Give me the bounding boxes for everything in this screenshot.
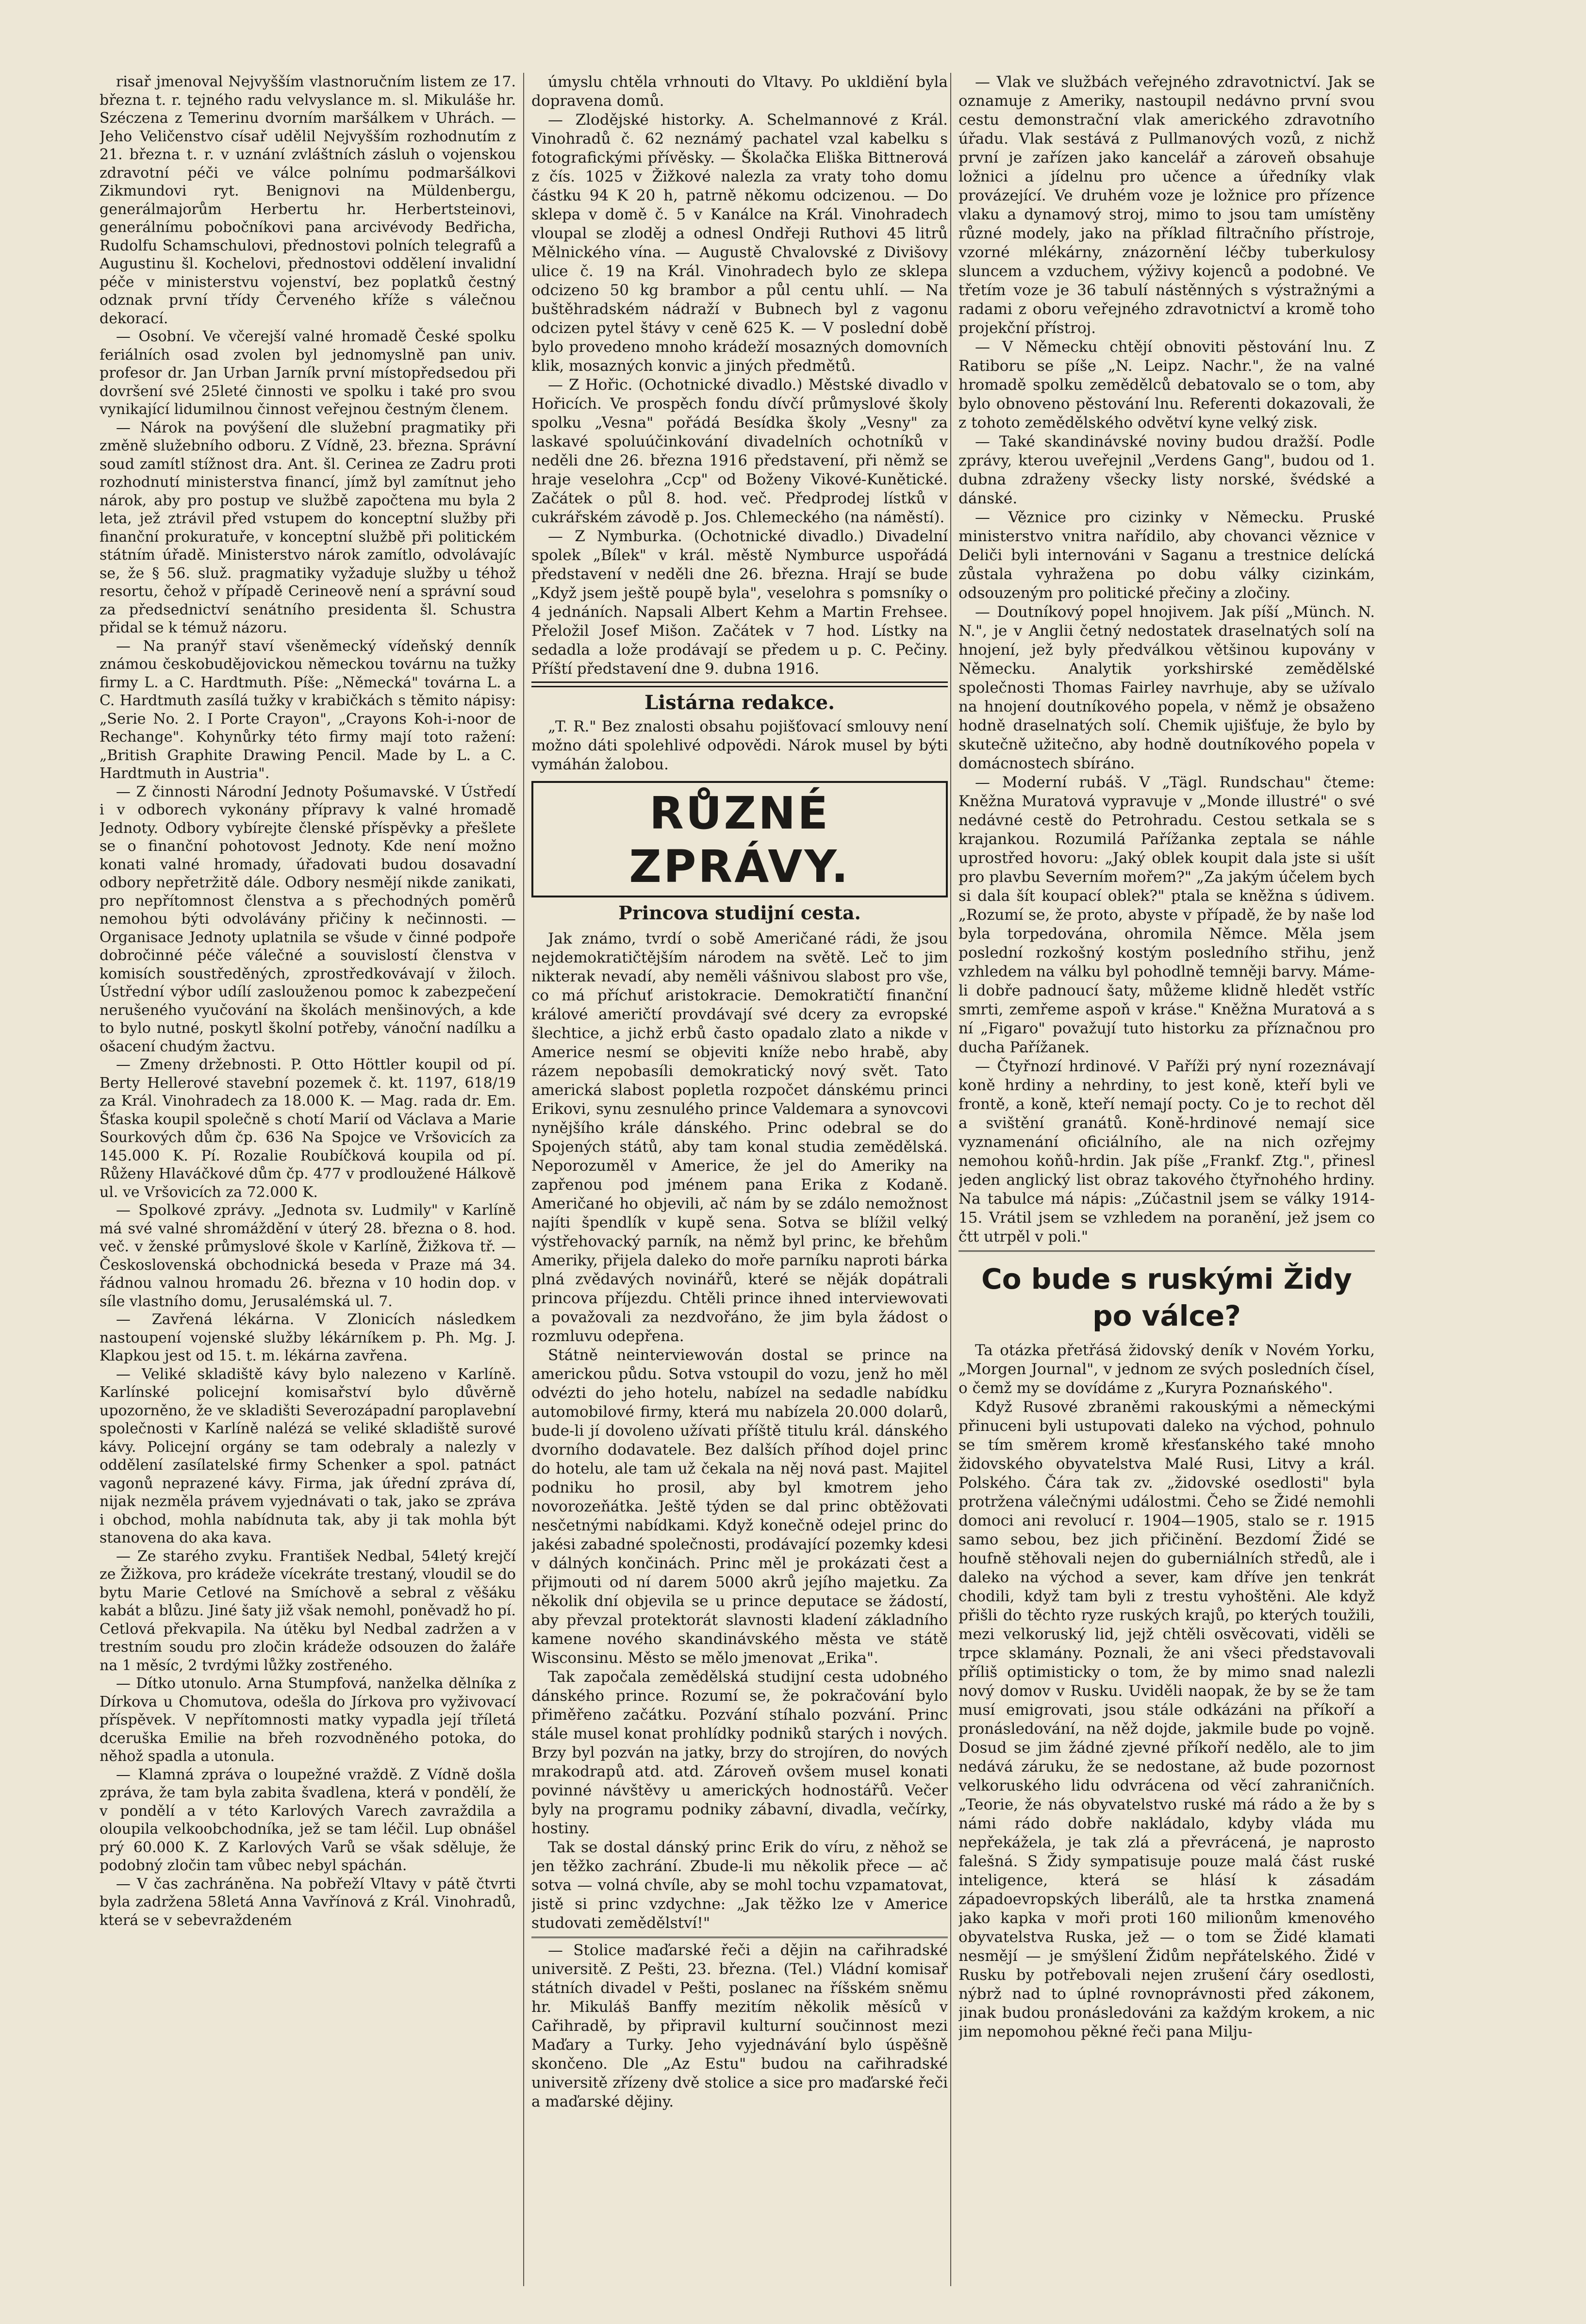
- article-paragraph: — Věznice pro cizinky v Německu. Pruské ministerstvo vnitra nařídilo, aby chovanci věznice v Deliči byli internováni v Saganu a trestnice delícká zůstala vyhražena po dobu války cizinkám, odsouzeným pro politické přečiny a zločiny.: [958, 509, 1375, 602]
- column-1: [99, 73, 516, 2286]
- article-subheadline: Princova studijní cesta.: [618, 902, 861, 924]
- article-paragraph: risař jmenoval Nejvyšším vlastnoručním listem ze 17. března t. r. tejného radu velvyslance m. sl. Mikuláše hr. Széczena z Temerinu dvorním maršálkem v Uhrách. — Jeho Veličenstvo císař udělil Nejvyšším rozhodnutím z 21. března t. r. v uznání zvláštních zásluh o vojenskou zdravotní péči ve válce polnímu podmaršálkovi Zikmundovi ryt. Benignovi na Müldenbergu, generálmajorům Herbertu hr. Herbertsteinovi, generálnímu pobočníkovi pana arcivévody Bedřicha, Rudolfu Schamschulovi, přednostovi polních telegrafů a Augustinu šl. Kochelovi, přednostovi oddělení invalidní péče v ministerstvu vojenství, bez poplatků čestný odznak první třídy Červeného kříže s válečnou dekorací.: [99, 73, 516, 327]
- article-paragraph: — Doutníkový popel hnojivem. Jak píší „Münch. N. N.", je v Anglii četný nedostatek draselnatých solí na hnojení, jež byly předválkou většinou kupovány v Německu. Analytik yorkshirské zemědělské společnosti Thomas Fairley navrhuje, aby se užívalo na hnojení doutníkového popela, v němž je obsaženo hodně draselnatých solí. Chemik ujišťuje, že bylo by skutečně užitečno, aby hodně doutníkového popela v domácnostech sbíráno.: [958, 603, 1375, 772]
- letters-heading: Listárna redakce.: [644, 691, 835, 714]
- section-divider: [531, 1937, 948, 1938]
- article-paragraph: Ta otázka přetřásá židovský deník v Novém Yorku, „Morgen Journal", v jednom ze svých posledních čísel, o čemž my se dovídáme z „Kuryra Poznańského".: [958, 1342, 1375, 1397]
- article-paragraph: — Také skandinávské noviny budou dražší. Podle zprávy, kterou uveřejnil „Verdens Gang", budou od 1. dubna zdraženy všecky listy norské, švédské a dánské.: [958, 433, 1375, 507]
- article-paragraph: Tak se dostal dánský princ Erik do víru, z něhož se jen těžko zachrání. Zbude-li mu několik přece — ač sotva — volná chvíle, aby se mohl tochu vzpamatovat, jistě si princ vzdychne: „Jak těžko lze v Americe studovati zemědělství!": [531, 1839, 948, 1932]
- article-paragraph: — Na pranýř staví všeněmecký vídeňský denník známou českobudějovickou německou továrnu na tužky firmy L. a C. Hardtmuth. Píše: „Německá" továrna L. a C. Hardtmuth zasílá tužky v krabičkách s těmito nápisy: „Serie No. 2. I Porte Crayon", „Crayons Koh-i-noor de Rechange". Kohynůrky této firmy mají toto ražení: „British Graphite Drawing Pencil. Made by L. a C. Hardtmuth in Austria".: [99, 637, 516, 782]
- article-paragraph: — Ze starého zvyku. František Nedbal, 54letý krejčí ze Žižkova, pro krádeže vícekráte trestaný, vloudil se do bytu Marie Cetlové na Smíchově a sebral z věšáku kabát a blůzu. Jiné šaty již však nemohl, poněvadž ho pí. Cetlová překvapila. Na útěku byl Nedbal zadržen a v trestním soudu pro zločin krádeže odsouzen do žaláře na 1 měsíc, 2 tvrdými lůžky zostřeného.: [99, 1547, 516, 1674]
- column-rule: [950, 73, 951, 2286]
- letters-text: „T. R." Bez znalosti obsahu pojišťovací smlouvy není možno dáti spolehlivé odpovědi. Nárok musel by býti vymáhán žalobou.: [531, 718, 948, 773]
- article-paragraph: Když Rusové zbraněmi rakouskými a německými přinuceni byli ustupovati daleko na východ, pohnulo se tím směrem kromě křesťanského také mnoho židovského obyvatelstva Malé Rusi, Litvy a král. Polského. Čára tak zv. „židovské osedlosti" byla protržena válečnými událostmi. Čeho se Židé nemohli domoci ani revolucí r. 1904—1905, stalo se r. 1915 samo sebou, bez jich přičinění. Bezdomí Židé se houfně stěhovali nejen do guberniálních středů, ale i daleko na východ a sever, kam dříve jen tenkrát chodili, když tam byli z trestu vyhoštěni. Ale když přišli do těchto ryze ruských krajů, po kterých toužili, mezi velkoruský lid, jejž chtěli osvěcovati, viděli se trpce sklamány. Poznali, že ani všeci představovali příliš optimisticky o tom, že by mimo snad nalezli nový domov v Rusku. Uviděli naopak, že by se že tam musí emigrovati, jsou stále odkázáni na příkoří a pronásledování, na něž dojde, jakmile bude po vojně. Dosud se jim žádné zjevné příkoří nedělo, ale to jim nedává záruku, že se nedostane, až bude pozornost velkoruského lidu odvrácena od věcí zahraničních. „Teorie, že nás obyvatelstvo ruské má rádo a že by s námi rádo dobře nakládalo, kdyby vláda mu nepřekážela, je tak zlá a převrácená, je naprosto falešná. S Židy sympatisuje pouze malá část ruské inteligence, která se hlásí k zásadám západoevropských liberálů, ale ta hrstka znamená jako kapka v moři proti 160 milionům kmenového obyvatelstva Ruska, jež — o tom se Židé klamati nesmějí — je smýšlení Židům nepřátelského. Židé v Rusku by potřebovali nejen zrušení čáry osedlosti, nýbrž nad to úplné rovnoprávnosti před zákonem, jinak budou pronásledováni za každým krokem, a nic jim nepomohou pěkné řeči pana Milju-: [958, 1398, 1375, 2041]
- article-paragraph: úmyslu chtěla vrhnouti do Vltavy. Po ukldiění byla dopravena domů.: [531, 73, 948, 110]
- article-paragraph: — Zavřená lékárna. V Zlonicích následkem nastoupení vojenské služby lékárníkem p. Ph. Mg. J. Klapkou jest od 15. t. m. lékárna zavřena.: [99, 1311, 516, 1364]
- article-paragraph: — V Německu chtějí obnoviti pěstování lnu. Z Ratiboru se píše „N. Leipz. Nachr.", že na valné hromadě spolku zemědělců debatovalo se o tom, aby bylo obnoveno pěstování lnu. Referenti dokazovali, že z tohoto zemědělského odvětví kyne velký zisk.: [958, 338, 1375, 432]
- column-2: [531, 73, 948, 2286]
- article-paragraph: — Čtyřnozí hrdinové. V Paříži prý nyní rozeznávají koně hrdiny a nehrdiny, to jest koně, kteří byli ve frontě, a koně, kteří nemají pocty. Co je to rechot děl a svištění granátů. Koně-hrdinové nemají sice vyznamenání oficiálního, ale na nich ozřejmy nemohou koňů-hrdin. Jak píše „Frankf. Ztg.", přinesl jeden anglický list obraz takového čtyřnohého hrdiny. Na tabulce má nápis: „Zúčastnil jsem se války 1914-15. Vrátil jsem se vzhledem na poranění, jež jsem co čtt utrpěl v poli.": [958, 1058, 1375, 1245]
- article-paragraph: Jak známo, tvrdí o sobě Američané rádi, že jsou nejdemokratičtějším národem na světě. Leč to jim nikterak nevadí, aby neměli vášnivou slabost pro vše, co má příchuť aristokracie. Demokratičtí finanční králové američtí provdávají své dcery za evropské šlechtice, a jichž erbů často opadalo zlato a nikde v Americe nesmí se objeviti kníže nebo hrabě, aby rázem nepobasíli demokratický nový svět. Tato americká slabost popletla rozpočet dánskému princi Erikovi, synu zesnulého prince Valdemara a synovcovi nynějšího krále dánského. Princ odebral se do Spojených států, aby tam konal studia zemědělská. Neporozuměl v Americe, že jel do Ameriky na zapřenou pod jménem pana Erika z Kodaně. Američané ho objevili, ač nám by se zdálo nemožnost najíti špendlík v kupě sena. Sotva se blížil velký výstřehovacký parník, na němž byl princ, ke břehům Ameriky, přijela daleko do moře parníku naproti bárka plná zvědavých novinářů, které se něják dopátrali princova příjezdu. Chtěli prince ihned interviewovati a považovali za nezdvořáno, že jim byla žádost o rozmluvu odepřena.: [531, 930, 948, 1345]
- article-paragraph: Státně neinterviewován dostal se prince na americkou půdu. Sotva vstoupil do vozu, jenž ho měl odvézti do jeho hotelu, nabízel na sedadle nabídku automobilové firmy, která mu nabízela 20.000 dolarů, bude-li jí dovoleno užívati příště titulu král. dánského dvorního dodavatele. Bez dalších příhod dojel princ do hotelu, ale tam už čekala na něj nová past. Majitel podniku ho prosil, aby byl kmotrem jeho novorozeňátka. Ještě týden se dal princ obtěžovati nesčetnými nabídkami. Když konečně odejel princ do jakési zabadné společnosti, prodávající pozemky kdesi v dálných končinách. Princ měl je prokázati čest a přijmouti od ní darem 5000 akrů jejího majetku. Za několik dní objevila se u prince deputace se žádostí, aby převzal protektorát slavnosti kladení základního kamene nového skandinávského města ve státě Wisconsinu. Město se mělo jmenovat „Erika".: [531, 1346, 948, 1667]
- article-paragraph: — Spolkové zprávy. „Jednota sv. Ludmily" v Karlíně má své valné shromáždění v úterý 28. března o 8. hod. več. v ženské průmyslové škole v Karlíně, Žižkova tř. — Československá obchodnická beseda v Praze má 34. řádnou valnou hromadu 26. března v 10 hodin dop. v síle vlastního domu, Jerusalémská ul. 7.: [99, 1202, 516, 1310]
- article-paragraph: — Veliké skladiště kávy bylo nalezeno v Karlíně. Karlínské policejní komisařství bylo důvěrně upozorněno, že ve skladišti Severozápadní paroplavební společnosti v Karlíně nalézá se veliké skladiště surové kávy. Policejní orgány se tam odebraly a nalezly v oddělení zasílatelské firmy Schenker a spol. patnáct vagonů neprazené kávy. Firma, jak úřední zpráva dí, nijak nezměla právem vyjednávati o tak, jako se zpráva i obchod, mohla nabídnuta tak, aby ji tak mohla být stanovena do aka kava.: [99, 1365, 516, 1546]
- article-paragraph: — Dítko utonulo. Arna Stumpfová, nanželka dělníka z Dírkova u Chomutova, odešla do Jírkova pro vyživovací příspěvek. V nepřítomnosti matky vypadla její tříletá dceruška Emilie na břeh rozvodněného potoka, do něhož spadla a utonula.: [99, 1675, 516, 1765]
- article-paragraph: — Osobní. Ve včerejší valné hromadě České spolku feriálních osad zvolen byl jednomyslně pan univ. profesor dr. Jan Urban Jarník první místopředsedou při dovršení své 25leté činnosti ve spolku i také pro svou vynikající lidumilnou činnost veřejnou čestným členem.: [99, 328, 516, 418]
- article-paragraph: — Moderní rubáš. V „Tägl. Rundschau" čteme: Kněžna Muratová vypravuje v „Monde illustré" o své nedávné cestě do Petrohradu. Cestou setkala se s krajankou. Rozumilá Pařížanka zeptala se náhle uprostřed hovoru: „Jaký oblek koupit dala jste si ušít pro plavbu Severním mořem?" „Za jakým účelem bych si dala šít koupací oblek?" ptala se kněžna s údivem. „Rozumí se, že proto, abyste v případě, že by naše lod byla torpedována, ohromila Němce. Měla jsem poslední rozkošný kostým posledního střihu, jenž vzhledem na válku byl pohodlně temněji barvy. Máme-li dobře padnoucí šaty, můžeme klidně hledět vstříc smrti, zemřeme aspoň v kráse." Kněžna Muratová a s ní „Figaro" považují tuto historku za příznačnou pro ducha Pařížanek.: [958, 774, 1375, 1056]
- column-rule: [523, 73, 524, 2286]
- article-paragraph: — V čas zachráněna. Na pobřeží Vltavy v pátě čtvrti byla zadržena 58letá Anna Vavřínová z Král. Vinohradů, která se v sebevraždeném: [99, 1875, 516, 1929]
- article-paragraph: — Zlodějské historky. A. Schelmannové z Král. Vinohradů č. 62 neznámý pachatel vzal kabelku s fotografickými přívěsky. — Školačka Eliška Bittnerová z čís. 1025 v Žižkové nalezla za vraty toho domu částku 94 K 20 h, patrně někomu odcizenou. — Do sklepa v domě č. 5 v Kanálce na Král. Vinohradech vloupal se zloděj a odnesl Ondřeji Ruthovi 45 litrů Mělnického vína. — Augustě Chvalovské z Divišovy ulice č. 19 na Král. Vinohradech bylo ze sklepa odcizeno 50 kg brambor a půl centu uhlí. — Na buštěhradském nádraží v Bubnech byl z vagonu odcizen pytel štávy v ceně 625 K. — V poslední době bylo provedeno mnoho krádeží mosazných domovních klik, mosazných konvic a jiných předmětů.: [531, 111, 948, 375]
- article-paragraph: — Z Hořic. (Ochotnické divadlo.) Městské divadlo v Hořicích. Ve prospěch fondu dívčí průmyslové školy spolku „Vesna" pořádá Besídka školy „Vesny" za laskavé spoluúčinkování divadelních ochotníků v neděli dne 26. března 1916 představení, při němž se hraje veselohra „Ccp" od Boženy Vikové-Kunětické. Začátek o půl 8. hod. več. Předprodej lístků v cukrářském závodě p. Jos. Chlemeckého (na náměstí).: [531, 376, 948, 526]
- article-paragraph: — Stolice maďarské řeči a dějin na cařihradské universitě. Z Pešti, 23. března. (Tel.) Vládní komisař státních divadel v Pešti, poslanec na říšském sněmu hr. Mikuláš Banffy mezitím několik měsíců v Cařihradě, by připravil kulturní součinnost mezi Maďary a Turky. Jeho vyjednávání bylo úspěšně skončeno. Dle „Az Estu" budou na cařihradské universitě zřízeny dvě stolice a sice pro maďarské řeči a maďarské dějiny.: [531, 1942, 948, 2110]
- article-paragraph: — Klamná zpráva o loupežné vraždě. Z Vídně došla zpráva, že tam byla zabita švadlena, která v pondělí, že v pondělí a v této Karlových Varech zavraždila a oloupila velkoobchodníka, jež se tam léčil. Lup obnášel prý 60.000 K. Z Karlových Varů se však sděluje, že podobný zločin tam vůbec nebyl spáchán.: [99, 1766, 516, 1874]
- article-paragraph: — Z činnosti Národní Jednoty Pošumavské. V Ústředí i v odborech vykonány přípravy k valné hromadě Jednoty. Odbory vybírejte členské příspěvky a přešlete se o finanční pohotovost Jednoty. Kde není možno konati valné hromady, úřadovati budou dosavadní odbory nepřetržitě dále. Odbory nesmějí nikde zanikati, pro nepřítomnost členstva a s přechodných poměrů nemohou býti odvolávány přičiny k nečinnosti. — Organisace Jednoty uplatnila se všude v činné podpoře dobročinné péče válečné a souvislostí členstva v komisích soustředěných, zprostředkovávají v žiloch. Ústřední výbor udílí zaslouženou pomoc k zabezpečení nerušeného vyučování na školách menšinových, a kde to bylo nutné, poskytl školní potřeby, vánoční nadílku a ošacení chudým žactvu.: [99, 783, 516, 1055]
- section-divider: [958, 1250, 1375, 1252]
- main-headline: RŮZNÉ ZPRÁVY.: [629, 787, 850, 893]
- article-paragraph: — Vlak ve službách veřejného zdravotnictví. Jak se oznamuje z Ameriky, nastoupil nedávno první svou cestu demonstrační vlak amerického zdravotního úřadu. Vlak sestává z Pullmanových vozů, z nichž první je zařízen jako kancelář a zároveň obsahuje ložnici a jídelnu pro učence a úředníky vlak provázející. Ve druhém voze je ložnice pro přízence vlaku a dynamový stroj, mimo to jsou tam umístěny různé modely, jako na příklad filtračního přístroje, vzorné mlékárny, znázornění léčby tuberkulosy sluncem a vzduchem, výživy kojenců a podobné. Ve třetím voze je 36 tabulí nástěnných s výstražnými a radami z oboru veřejného zdravotnictví a kromě toho projekční přístroj.: [958, 73, 1375, 337]
- article-paragraph: — Nárok na povýšení dle služební pragmatiky při změně služebního odboru. Z Vídně, 23. března. Správní soud zamítl stížnost dra. Ant. šl. Cerinea ze Zadru proti rozhodnutí ministerstva financí, jímž byl zamítnut jeho nárok, aby pro postup ve službě započtena mu byla 2 leta, jež ztrávil před vstupem do konceptní služby při finanční prokuratuře, v konceptní službě při politickém státním úřadě. Ministerstvo nárok zamítlo, odvolávajíc se, že § 56. služ. pragmatiky vyžaduje služby u téhož resortu, čehož v případě Cerineově není a správní soud za předsednictví senátního presidenta šl. Schustra přidal se k témuž názoru.: [99, 419, 516, 636]
- column-3: [958, 73, 1375, 2286]
- section-divider: [531, 681, 948, 687]
- article-paragraph: — Z Nymburka. (Ochotnické divadlo.) Divadelní spolek „Bílek" v král. městě Nymburce uspořádá představení v neděli dne 26. března. Hrají se bude „Když jsem ještě poupě byla", veselohra s pomsníky o 4 jednáních. Napsali Albert Kehm a Martin Frehsee. Přeložil Josef Mišon. Začátek v 7 hod. Lístky na sedadla a lože prodávají se předem u p. C. Pečiny. Příští představení dne 9. dubna 1916.: [531, 528, 948, 678]
- headline-box: [531, 781, 948, 897]
- article-paragraph: Tak započala zemědělská studijní cesta udobného dánského prince. Rozumí se, že pokračování bylo přiměřeno začátku. Pozvání stíhalo pozvání. Princ stále musel konat prohlídky podniků starých i nových. Brzy byl pozván na jatky, brzy do strojíren, do nových mrakodrapů atd. atd. Zároveň ovšem musel konati povinné návštěvy u amerických hodnostářů. Večer byly na programu podniky zábavní, divadla, večírky, hostiny.: [531, 1668, 948, 1837]
- article-headline: Co bude s ruskými Židy po válce?: [981, 1262, 1352, 1332]
- article-paragraph: — Zmeny držebnosti. P. Otto Höttler koupil od pí. Berty Hellerové stavební pozemek č. kt. 1197, 618/19 za Král. Vinohradech za 18.000 K. — Mag. rada dr. Em. Šťaska koupil společně s chotí Marií od Václava a Marie Sourkových dům čp. 636 Na Spojce ve Vršovicích za 145.000 K. Pí. Rozalie Roubíčková koupila od pí. Růženy Hlaváčkové dům čp. 477 v prodloužené Hálkově ul. ve Vršovicích za 72.000 K.: [99, 1056, 516, 1201]
